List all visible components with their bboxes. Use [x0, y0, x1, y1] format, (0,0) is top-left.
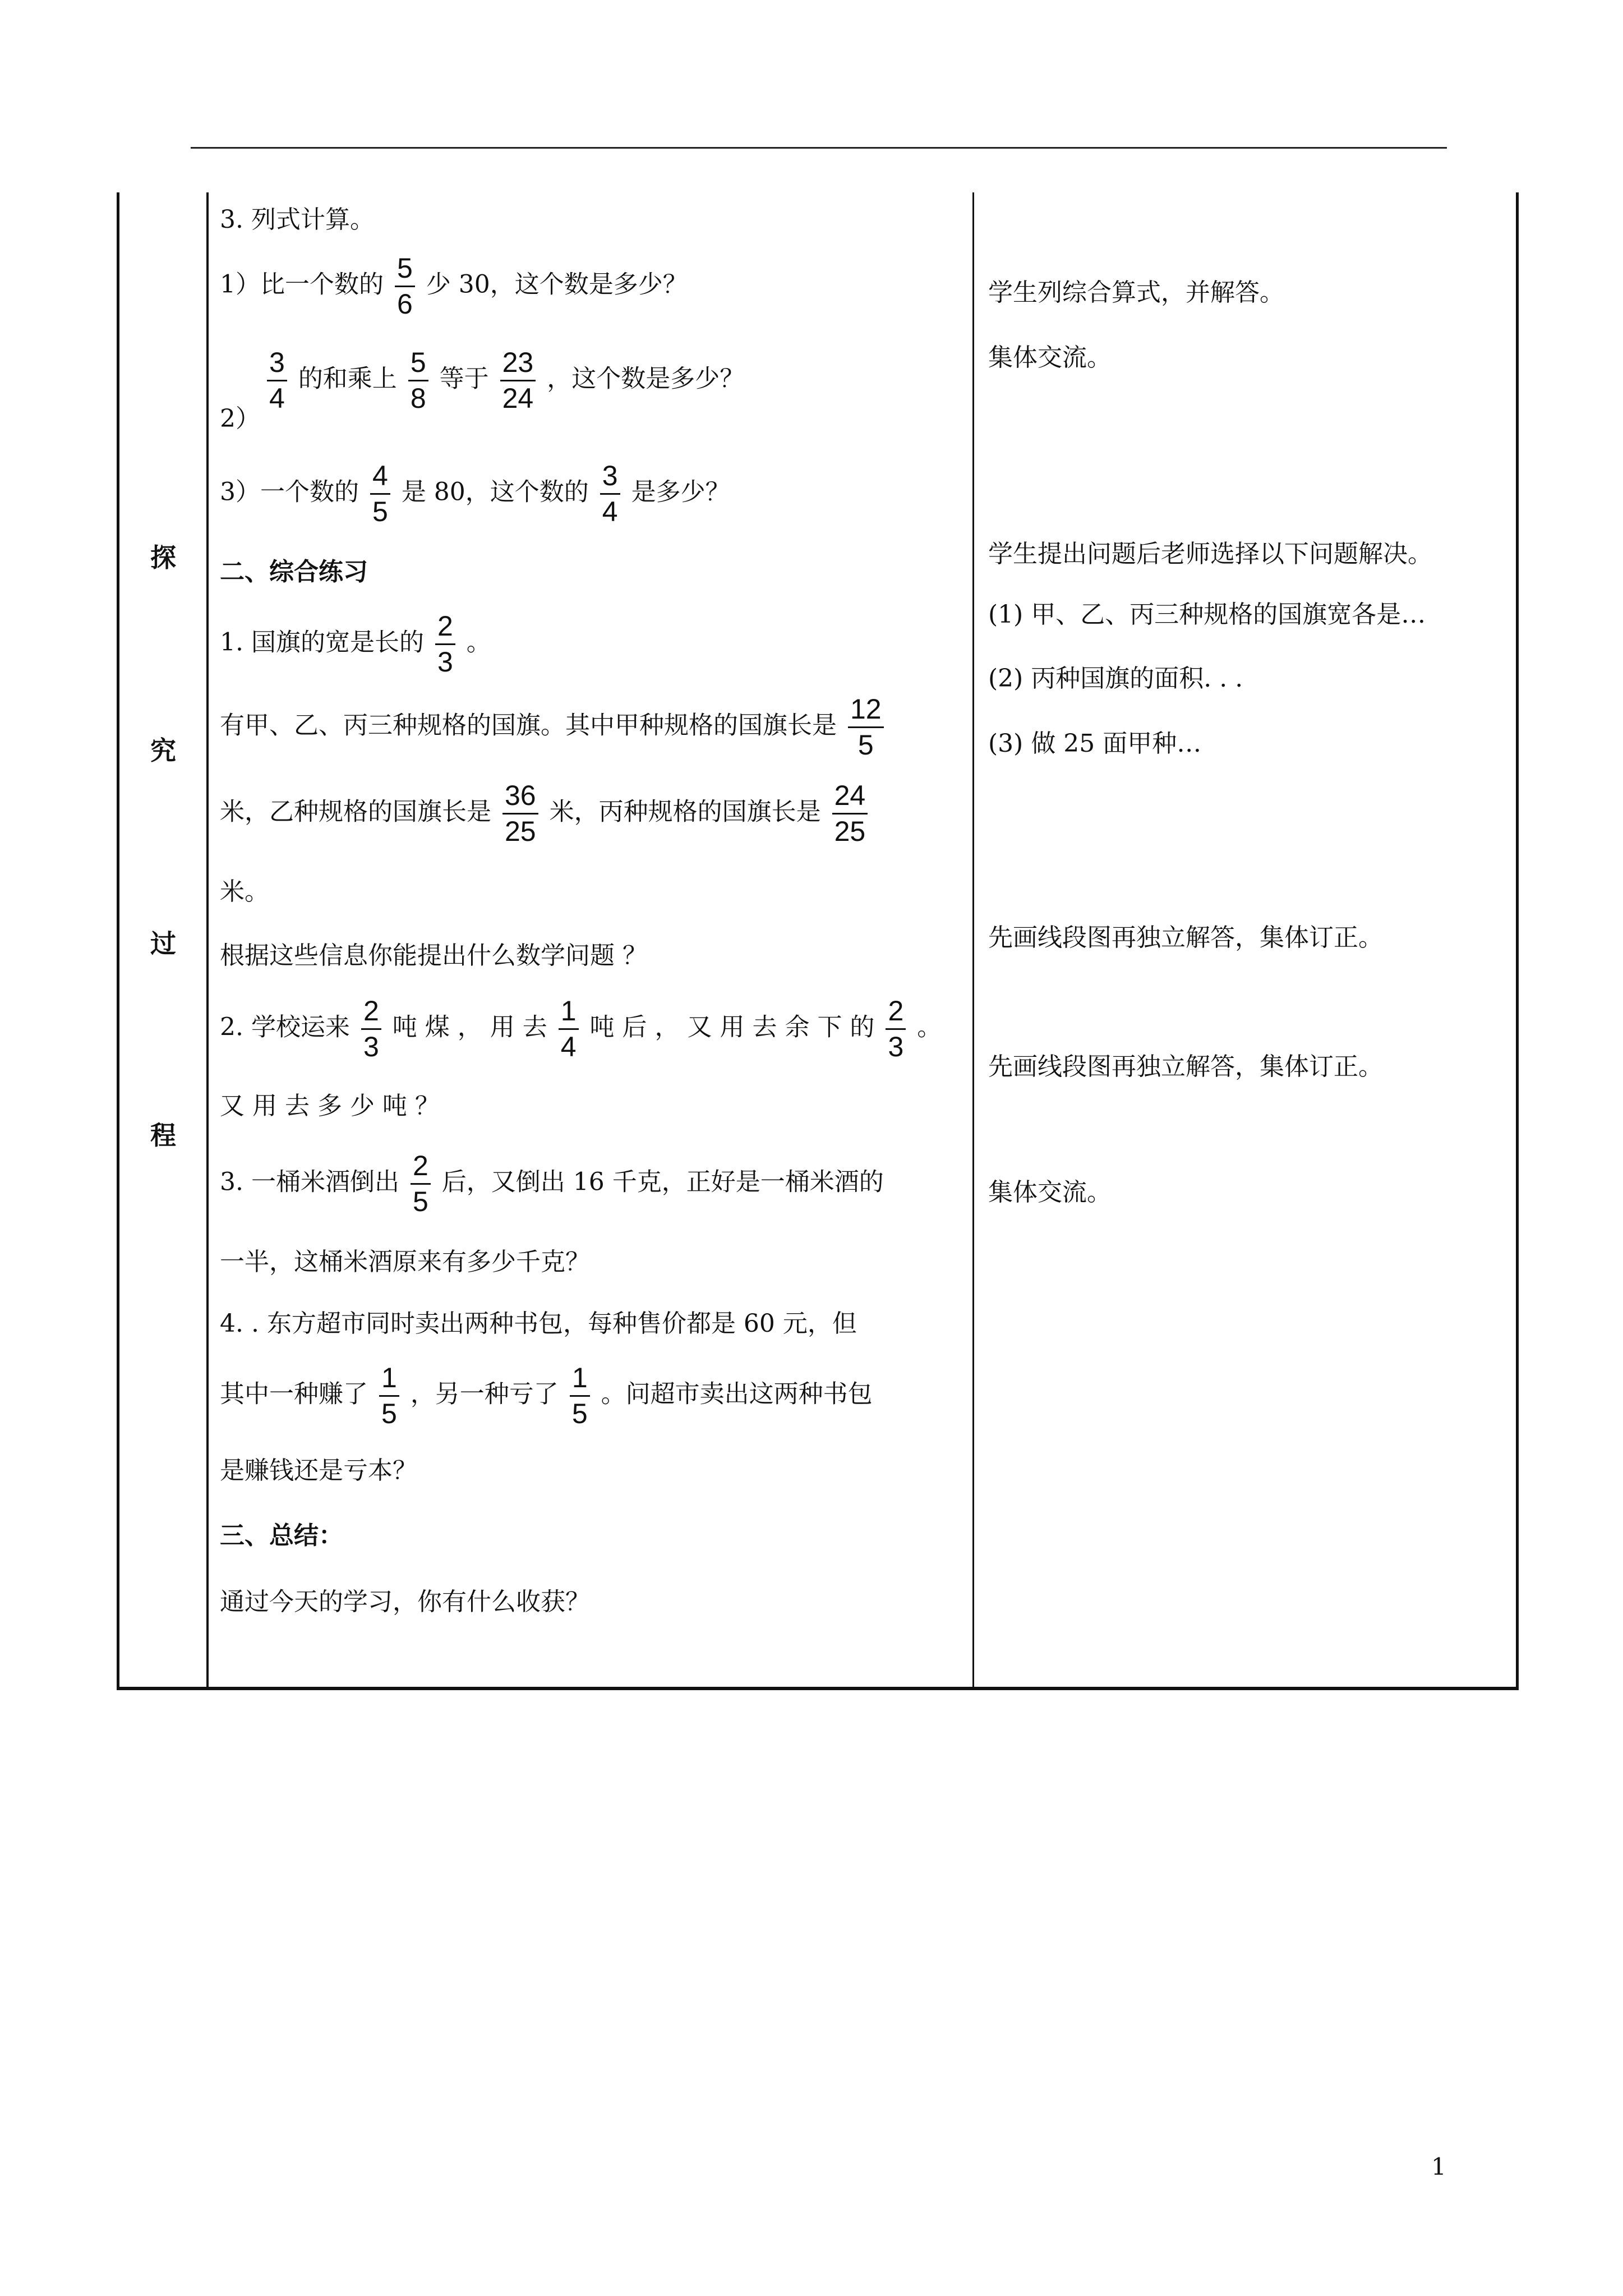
fraction	[570, 1363, 590, 1428]
note-2: 集体交流。	[988, 343, 1112, 372]
denominator: 3	[363, 1030, 379, 1062]
numerator: 5	[395, 254, 415, 287]
numerator: 36	[502, 781, 538, 815]
numerator: 4	[370, 461, 390, 495]
fraction	[886, 996, 906, 1061]
text: 2. 学校运来	[220, 1013, 350, 1042]
text: ，这个数是多少？	[547, 364, 745, 393]
problem-2	[220, 996, 942, 1061]
note-4: (1) 甲、乙、丙三种规格的国旗宽各是…	[988, 600, 1426, 629]
text: 。	[917, 1013, 942, 1042]
numerator: 2	[411, 1151, 431, 1185]
text: 吨 煤 ， 用 去	[392, 1013, 547, 1042]
denominator: 25	[834, 815, 866, 847]
numerator: 24	[832, 781, 868, 815]
problem-1-line-2	[220, 694, 887, 760]
denominator: 5	[381, 1397, 397, 1429]
fraction	[408, 348, 428, 413]
text: 少 30，这个数是多少？	[426, 270, 688, 299]
side-label-char: 探	[150, 542, 176, 573]
numerator: 1	[379, 1363, 399, 1397]
header-rule	[191, 147, 1447, 149]
denominator: 5	[857, 729, 874, 761]
side-label-char: 程	[150, 1120, 176, 1151]
text: 1）比一个数的	[220, 270, 384, 299]
side-label-char: 过	[150, 928, 176, 959]
problem-4-line-3: 是赚钱还是亏本？	[220, 1456, 417, 1485]
denominator: 24	[502, 382, 534, 414]
denominator: 5	[372, 495, 388, 527]
note-1: 学生列综合算式，并解答。	[988, 278, 1284, 307]
fraction	[267, 348, 287, 413]
text: 1. 国旗的宽是长的	[220, 628, 424, 657]
denominator: 6	[397, 288, 413, 320]
question-2	[264, 348, 744, 413]
note-7: 先画线段图再独立解答，集体订正。	[988, 923, 1383, 952]
fraction	[600, 461, 620, 526]
problem-1-line-5: 根据这些信息你能提出什么数学问题 ？	[220, 941, 647, 970]
fraction	[361, 996, 381, 1061]
text: 其中一种赚了	[220, 1379, 368, 1409]
summary-question: 通过今天的学习，你有什么收获？	[220, 1588, 590, 1616]
denominator: 3	[888, 1030, 904, 1062]
column-divider-1	[206, 192, 209, 1690]
side-label-char: 究	[150, 735, 176, 766]
text: 3）一个数的	[220, 477, 359, 507]
note-9: 集体交流。	[988, 1178, 1112, 1207]
text: 的和乘上	[298, 364, 397, 393]
text: 有甲、乙、丙三种规格的国旗。其中甲种规格的国旗长是	[220, 711, 837, 740]
fraction	[832, 781, 868, 846]
numerator: 12	[848, 694, 884, 728]
fraction	[395, 254, 415, 319]
text: 。	[466, 628, 491, 657]
section-3-heading: 三、总结：	[220, 1521, 343, 1550]
question-2-number: 2）	[220, 404, 260, 433]
text: 后，又倒出 16 千克，正好是一桶米酒的	[441, 1167, 884, 1197]
text: 米，乙种规格的国旗长是	[220, 797, 491, 826]
numerator: 3	[267, 348, 287, 381]
text: 是多少？	[631, 477, 730, 507]
numerator: 2	[361, 996, 381, 1030]
fraction	[379, 1363, 399, 1428]
numerator: 2	[435, 611, 455, 645]
note-5: (2) 丙种国旗的面积. . .	[988, 664, 1243, 693]
denominator: 5	[571, 1397, 588, 1429]
section-calc-title: 3. 列式计算。	[220, 205, 375, 234]
note-6: (3) 做 25 面甲种…	[988, 729, 1202, 758]
column-divider-2	[972, 192, 974, 1690]
problem-1-line-3	[220, 781, 871, 846]
fraction	[559, 996, 579, 1061]
denominator: 5	[412, 1185, 428, 1217]
fraction	[411, 1151, 431, 1216]
fraction	[502, 781, 538, 846]
numerator: 5	[408, 348, 428, 381]
numerator: 23	[500, 348, 536, 381]
text: 。问超市卖出这两种书包	[601, 1379, 873, 1409]
problem-1	[220, 611, 491, 677]
problem-4-line-1: 4. . 东方超市同时卖出两种书包，每种售价都是 60 元，但	[220, 1309, 857, 1338]
question-1	[220, 254, 688, 319]
text: 是 80，这个数的	[401, 477, 589, 507]
text: 3. 一桶米酒倒出	[220, 1167, 399, 1197]
problem-4-line-2	[220, 1363, 873, 1428]
problem-3-line-2: 一半，这桶米酒原来有多少千克？	[220, 1248, 590, 1276]
fraction	[435, 611, 455, 677]
problem-1-line-4: 米。	[220, 877, 269, 906]
page-number: 1	[1431, 2153, 1446, 2180]
problem-2-line-2: 又 用 去 多 少 吨 ？	[220, 1092, 440, 1120]
text: 吨 后 ， 又 用 去 余 下 的	[589, 1013, 875, 1042]
text: 等于	[439, 364, 489, 393]
numerator: 3	[600, 461, 620, 495]
numerator: 1	[559, 996, 579, 1030]
text: ，另一种亏了	[410, 1379, 559, 1409]
problem-3	[220, 1151, 884, 1216]
denominator: 3	[437, 646, 453, 678]
fraction	[848, 694, 884, 760]
question-3	[220, 461, 730, 526]
section-2-heading: 二、综合练习	[220, 558, 368, 586]
fraction	[370, 461, 390, 526]
numerator: 1	[570, 1363, 590, 1397]
note-3: 学生提出问题后老师选择以下问题解决。	[988, 540, 1432, 568]
denominator: 4	[269, 382, 285, 414]
denominator: 4	[602, 495, 618, 527]
numerator: 2	[886, 996, 906, 1030]
denominator: 4	[560, 1030, 577, 1062]
denominator: 25	[505, 815, 536, 847]
denominator: 8	[410, 382, 426, 414]
fraction	[500, 348, 536, 413]
note-8: 先画线段图再独立解答，集体订正。	[988, 1052, 1383, 1081]
text: 米，丙种规格的国旗长是	[549, 797, 821, 826]
